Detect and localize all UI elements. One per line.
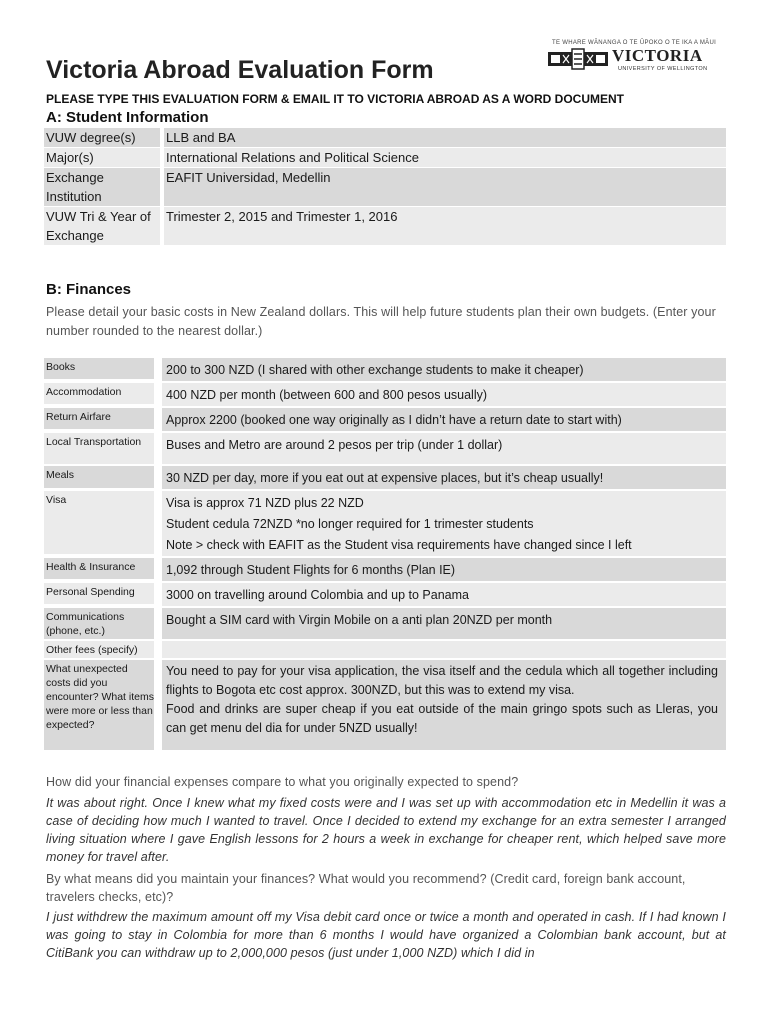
- value-line: You need to pay for your visa application, the visa itself and the cedula which all together including flights to Bogota etc cost approx. 300NZD, but this was to extend my visa.: [166, 664, 718, 697]
- answer-finances: I just withdrew the maximum amount off my Visa debit card once or twice a month and operated in cash. If I had known I was going to stay in Colombia for more than 6 months I would have organized a Colombian bank account, but at CitiBank you can withdraw up to 2,000,000 pesos (just under 1,000 NZD) which I did in: [46, 910, 726, 960]
- row-label: Meals: [44, 466, 154, 488]
- row-value: [162, 583, 726, 606]
- table-row-transportation: [44, 433, 726, 464]
- question-expenses: How did your financial expenses compare to what you originally expected to spend?: [46, 775, 519, 789]
- row-label: Communications (phone, etc.): [44, 608, 154, 639]
- row-value: [162, 433, 726, 464]
- row-label: Visa: [44, 491, 154, 554]
- row-label: Return Airfare: [44, 408, 154, 429]
- row-label: Other fees (specify): [44, 641, 154, 658]
- value-line: 200 to 300 NZD (I shared with other exchange students to make it cheaper): [166, 363, 584, 377]
- section-b-heading: B: Finances: [46, 281, 132, 298]
- table-row-other-fees: [44, 641, 726, 658]
- section-a-heading: A: Student Information: [46, 109, 209, 126]
- row-label: Books: [44, 358, 154, 379]
- table-row-degree: [44, 128, 726, 147]
- row-label: Major(s): [44, 148, 160, 167]
- row-label: VUW degree(s): [44, 128, 160, 147]
- table-row-meals: [44, 466, 726, 489]
- row-value: EAFIT Universidad, Medellin: [164, 168, 726, 206]
- row-value: [162, 408, 726, 431]
- value-line: Visa is approx 71 NZD plus 22 NZD: [166, 496, 364, 510]
- table-row-health: [44, 558, 726, 581]
- row-value: [162, 383, 726, 406]
- value-line: Food and drinks are super cheap if you eat outside of the main gringo spots such as Lleras, you can get menu del dia for under 5NZD usually!: [166, 702, 718, 735]
- value-line: Note > check with EAFIT as the Student visa requirements have changed since I left: [166, 538, 632, 552]
- form-title: Victoria Abroad Evaluation Form: [46, 56, 434, 84]
- table-row-books: [44, 358, 726, 381]
- value-line: Buses and Metro are around 2 pesos per trip (under 1 dollar): [166, 438, 503, 452]
- row-value: Trimester 2, 2015 and Trimester 1, 2016: [164, 207, 726, 245]
- question-finances: By what means did you maintain your finances? What would you recommend? (Credit card, foreign bank account, travelers checks, etc)?: [46, 872, 686, 904]
- row-value: [162, 558, 726, 581]
- table-row-airfare: [44, 408, 726, 431]
- value-line: 3000 on travelling around Colombia and up to Panama: [166, 588, 469, 602]
- row-value: [162, 466, 726, 489]
- row-label: Local Transportation: [44, 433, 154, 464]
- row-label: Personal Spending: [44, 583, 154, 604]
- logo-maori-line: TE WHARE WĀNANGA O TE ŪPOKO O TE IKA A MĀUI: [552, 40, 717, 46]
- value-line: Student cedula 72NZD *no longer required for 1 trimester students: [166, 517, 534, 531]
- row-label: VUW Tri & Year of Exchange: [44, 207, 160, 245]
- student-info-table: [44, 128, 726, 246]
- value-line: 1,092 through Student Flights for 6 months (Plan IE): [166, 563, 456, 577]
- row-label: Accommodation: [44, 383, 154, 404]
- row-value: [162, 491, 726, 556]
- table-row-trimester: [44, 207, 726, 245]
- row-value: International Relations and Political Science: [164, 148, 726, 167]
- value-line: 30 NZD per day, more if you eat out at expensive places, but it’s cheap usually!: [166, 471, 604, 485]
- section-b-intro: Please detail your basic costs in New Zealand dollars. This will help future students plan their own budgets. (Enter your number rounded to the nearest dollar.): [46, 305, 716, 338]
- row-label: Health & Insurance: [44, 558, 154, 579]
- form-instruction: PLEASE TYPE THIS EVALUATION FORM & EMAIL IT TO VICTORIA ABROAD AS A WORD DOCUMENT: [46, 92, 625, 106]
- table-row-visa: [44, 491, 726, 556]
- table-row-major: [44, 148, 726, 167]
- logo-subtitle: UNIVERSITY OF WELLINGTON: [618, 66, 708, 72]
- table-row-institution: [44, 168, 726, 206]
- table-row-unexpected-costs: [44, 660, 726, 750]
- table-row-personal-spending: [44, 583, 726, 606]
- victoria-university-logo: [548, 40, 720, 76]
- row-value: [162, 608, 726, 639]
- row-value: [162, 358, 726, 381]
- row-label: What unexpected costs did you encounter? What items were more or less than expected?: [44, 660, 154, 750]
- value-line: Approx 2200 (booked one way originally as I didn’t have a return date to start with): [166, 413, 622, 427]
- university-crest-icon: [548, 48, 608, 70]
- logo-name: VICTORIA: [612, 46, 703, 65]
- row-label: Exchange Institution: [44, 168, 160, 206]
- row-value: LLB and BA: [164, 128, 726, 147]
- value-line: Bought a SIM card with Virgin Mobile on a anti plan 20NZD per month: [166, 613, 553, 627]
- value-line: 400 NZD per month (between 600 and 800 pesos usually): [166, 388, 488, 402]
- table-row-communications: [44, 608, 726, 639]
- table-row-accommodation: [44, 383, 726, 406]
- finances-table: [44, 358, 726, 752]
- row-value-empty: [162, 641, 726, 658]
- row-value: [162, 660, 726, 750]
- answer-expenses: It was about right. Once I knew what my fixed costs were and I was set up with accommodation etc in Medellin it was a case of deciding how much I wanted to travel. Once I decided to extend my exchange for an extra semester I arranged living situation where I gave English lessons for 2 hours a week in exchange for cheaper rent, which helped save more money for travel after.: [46, 796, 726, 864]
